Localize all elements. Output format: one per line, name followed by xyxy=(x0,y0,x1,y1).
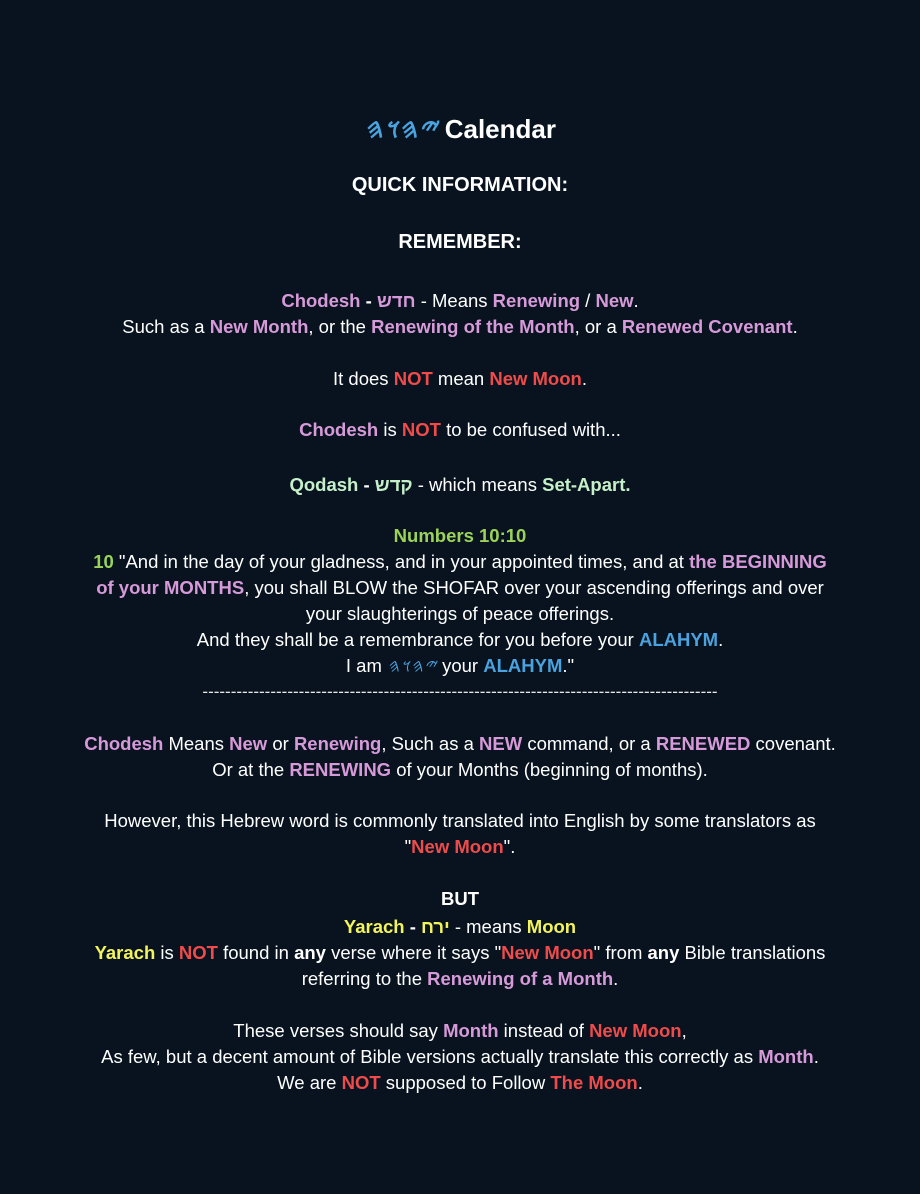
verse-line-5 xyxy=(0,653,920,680)
new-moon: New Moon xyxy=(411,836,504,857)
text: covenant. xyxy=(750,733,836,754)
sep: - xyxy=(360,290,377,311)
verse-number: 10 xyxy=(93,551,114,572)
month: Month xyxy=(443,1020,499,1041)
new-moon: New Moon xyxy=(489,368,582,389)
comma: , xyxy=(681,1020,687,1041)
hebrew-qodash: קדש xyxy=(374,474,413,495)
confused-line xyxy=(0,417,920,443)
dot: . xyxy=(792,316,798,337)
chodesh: Chodesh xyxy=(84,733,164,754)
text: of your Months (beginning of months). xyxy=(391,759,708,780)
or-at-line xyxy=(0,757,920,783)
renewing-of-a-month: Renewing of a Month xyxy=(427,968,614,989)
text: " from xyxy=(593,942,648,963)
page-title xyxy=(0,112,920,145)
hebrew-yarach: ירח xyxy=(421,916,450,937)
text: It does xyxy=(333,368,394,389)
dot: . xyxy=(718,629,724,650)
text: or xyxy=(267,733,294,754)
text: These verses should say xyxy=(233,1020,444,1041)
chodesh: Chodesh xyxy=(299,419,379,440)
new-moon: New Moon xyxy=(501,942,594,963)
renewing-of-month: Renewing of the Month xyxy=(371,316,575,337)
text: - means xyxy=(449,916,527,937)
new-caps: NEW xyxy=(479,733,523,754)
text: command, or a xyxy=(522,733,656,754)
means-text: - Means xyxy=(415,290,493,311)
renewing: Renewing xyxy=(293,733,382,754)
beginning: the BEGINNING xyxy=(689,551,827,572)
but-line: BUT xyxy=(440,888,480,909)
not-word: NOT xyxy=(393,368,433,389)
the-moon: The Moon xyxy=(550,1072,638,1093)
verse-line-4 xyxy=(0,627,920,653)
text: is xyxy=(155,942,179,963)
divine-name-paleo: 𐤉𐤄𐤅𐤄 xyxy=(364,112,438,145)
text: mean xyxy=(432,368,490,389)
text: found in xyxy=(217,942,295,963)
quote: ". xyxy=(503,836,516,857)
yarach: Yarach xyxy=(94,942,156,963)
new-month: New Month xyxy=(209,316,309,337)
not-word: NOT xyxy=(401,419,441,440)
moon: Moon xyxy=(526,916,577,937)
verse-reference: Numbers 10:10 xyxy=(393,525,527,546)
new-moon: New Moon xyxy=(589,1020,682,1041)
text: verse where it says " xyxy=(325,942,502,963)
verses-say-line-1 xyxy=(0,1018,920,1044)
text: I am xyxy=(345,655,388,676)
slash: / xyxy=(580,290,596,311)
qodash: Qodash xyxy=(289,474,359,495)
dot: . xyxy=(633,290,639,311)
quote: " xyxy=(404,836,412,857)
text: We are xyxy=(277,1072,342,1093)
text: supposed to Follow xyxy=(380,1072,551,1093)
text: to be confused with... xyxy=(440,419,621,440)
not-word: NOT xyxy=(178,942,218,963)
yarach-not-line-2 xyxy=(0,966,920,992)
dot: . xyxy=(581,368,587,389)
verses-say-line-2 xyxy=(0,1044,920,1070)
such-as-line xyxy=(0,314,920,340)
set-apart: Set-Apart. xyxy=(542,474,631,495)
word-renewing: Renewing xyxy=(492,290,581,311)
however-line-2 xyxy=(0,834,920,860)
text: your xyxy=(436,655,484,676)
new: New xyxy=(229,733,268,754)
text: , you shall BLOW the SHOFAR over your ascending offerings and over xyxy=(244,577,824,598)
renewed-caps: RENEWED xyxy=(655,733,751,754)
yarach-definition xyxy=(0,914,920,940)
any: any xyxy=(294,942,326,963)
text: referring to the xyxy=(301,968,428,989)
month: Month xyxy=(758,1046,814,1067)
verse-line-2 xyxy=(0,575,920,601)
means-new-line xyxy=(0,731,920,757)
yarach: Yarach xyxy=(343,916,405,937)
not-mean-line xyxy=(0,366,920,392)
verse-line-1 xyxy=(0,549,920,575)
alahym: ALAHYM xyxy=(483,655,563,676)
text: "And in the day of your gladness, and in your appointed times, and at xyxy=(113,551,690,572)
alahym: ALAHYM xyxy=(638,629,719,650)
text: is xyxy=(378,419,402,440)
any: any xyxy=(647,942,680,963)
chodesh-definition xyxy=(0,288,920,314)
yarach-not-line-1 xyxy=(0,940,920,966)
qodash-line xyxy=(0,472,920,498)
text: - which means xyxy=(412,474,543,495)
renewed-covenant: Renewed Covenant xyxy=(621,316,793,337)
quick-info-heading: QUICK INFORMATION: xyxy=(351,174,569,196)
of-your-months: of your MONTHS xyxy=(96,577,245,598)
hebrew-chodesh: חדש xyxy=(376,290,416,311)
text: Such as a xyxy=(122,316,210,337)
however-line-1: However, this Hebrew word is commonly translated into English by some translators as xyxy=(104,810,816,831)
sep: - xyxy=(358,474,375,495)
divine-name-paleo: 𐤉𐤄𐤅𐤄 xyxy=(387,656,437,677)
renewing-caps: RENEWING xyxy=(289,759,392,780)
verse-line-3: your slaughterings of peace offerings. xyxy=(305,603,615,624)
text: And they shall be a remembrance for you before your xyxy=(196,629,639,650)
word-new: New xyxy=(595,290,634,311)
text: instead of xyxy=(498,1020,590,1041)
text: , Such as a xyxy=(381,733,480,754)
dot: . xyxy=(613,968,619,989)
text: Means xyxy=(163,733,230,754)
text: , or a xyxy=(574,316,622,337)
dot: . xyxy=(637,1072,643,1093)
remember-heading: REMEMBER: xyxy=(398,231,522,253)
text: Or at the xyxy=(212,759,290,780)
not-word: NOT xyxy=(341,1072,381,1093)
sep: - xyxy=(404,916,422,937)
text: ." xyxy=(562,655,575,676)
text: Bible translations xyxy=(679,942,826,963)
dot: . xyxy=(813,1046,819,1067)
verses-say-line-3 xyxy=(0,1070,920,1096)
text: , or the xyxy=(308,316,372,337)
title-text: Calendar xyxy=(444,114,556,144)
text: As few, but a decent amount of Bible versions actually translate this correctly as xyxy=(101,1046,759,1067)
term-chodesh: Chodesh xyxy=(281,290,361,311)
divider: ------------------------------------------------------------------------------------------- xyxy=(202,682,718,701)
